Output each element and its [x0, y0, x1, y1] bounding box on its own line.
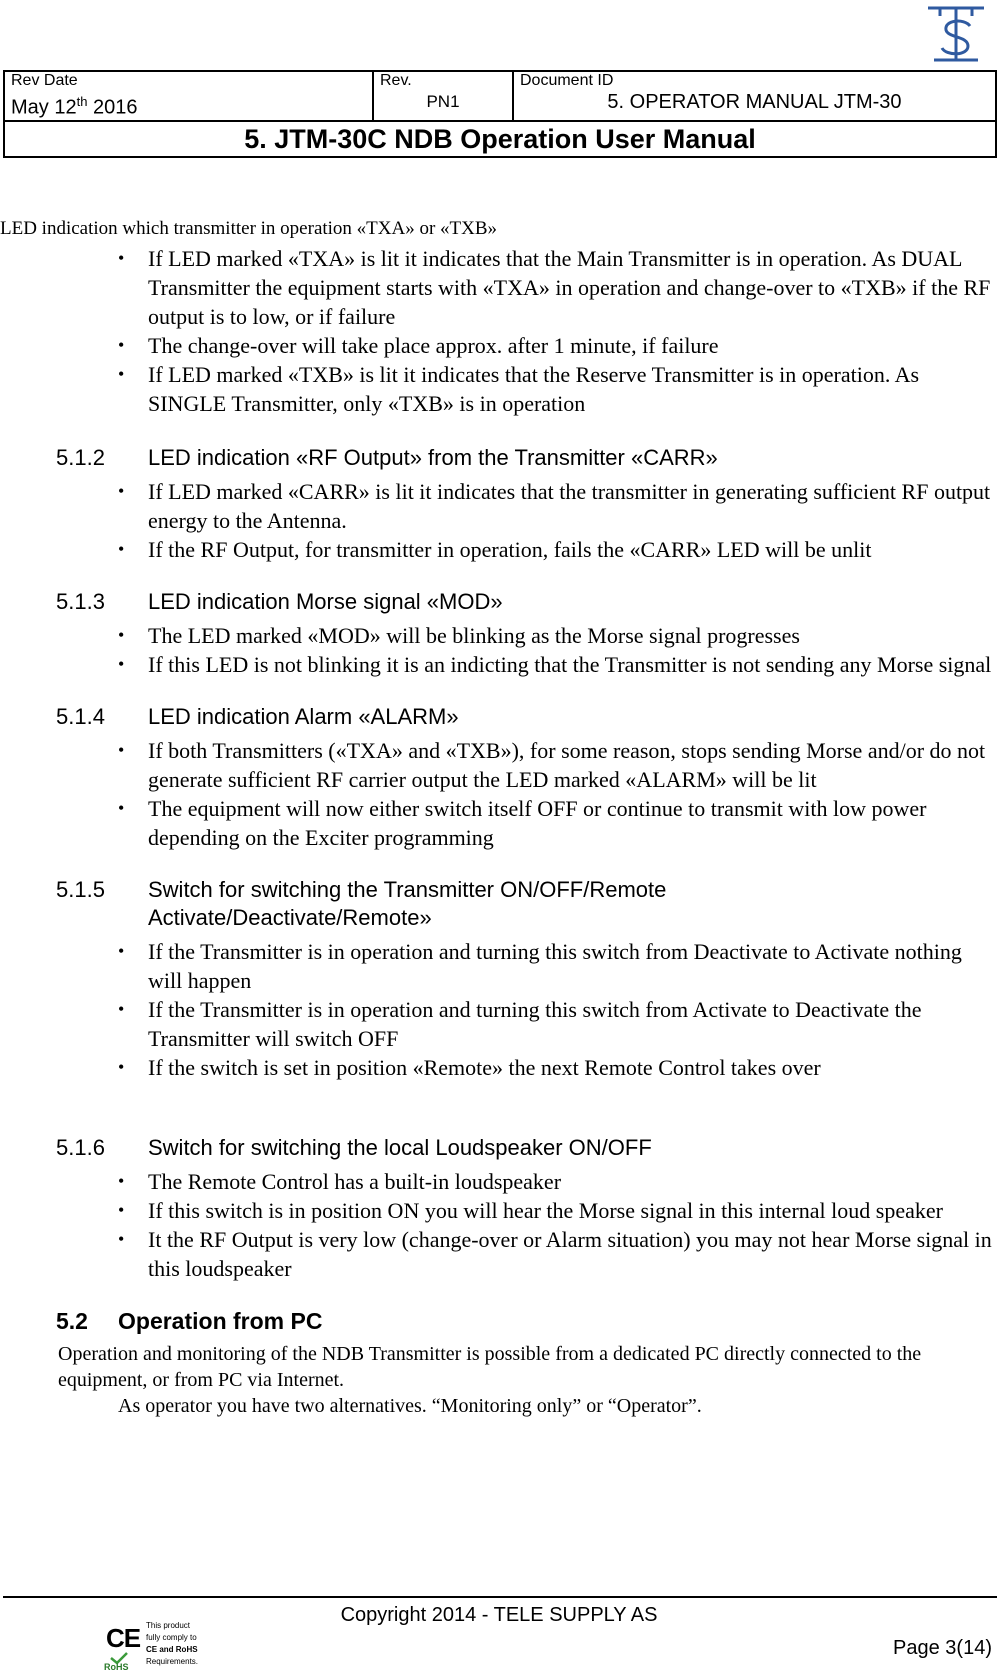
section-heading-5-1-3: 5.1.3 LED indication Morse signal «MOD» [56, 589, 503, 614]
section-5-1-5-list [0, 937, 998, 1082]
rev-cell [373, 71, 513, 121]
list-item: • The Remote Control has a built-in loudspeaker [118, 1169, 562, 1194]
bullet-icon: • [118, 625, 125, 645]
rev-date-label: Rev Date [11, 72, 78, 89]
section-heading-5-1-4: 5.1.4 LED indication Alarm «ALARM» [56, 704, 459, 729]
bullet-icon: • [118, 798, 125, 818]
list-item: • If this LED is not blinking it is an indicting that the Transmitter is not sending any Morse signal [118, 652, 992, 677]
bullet-icon: • [118, 740, 125, 760]
rev-label: Rev. [380, 72, 412, 89]
bullet-icon: • [118, 1200, 125, 1220]
bullet-icon: • [118, 481, 125, 501]
bullet-icon: • [118, 654, 125, 674]
rohs-label: RoHS [104, 1662, 129, 1672]
ce-rohs-mark [104, 1618, 212, 1672]
list-item: • If LED marked «TXA» is lit it indicates that the Main Transmitter is in operation. As DUAL Transmitter the equipment starts with «TXA» in operation and change-over to «TXB» if the RF output is to low, or if failure [118, 246, 991, 329]
copyright-text: Copyright 2014 - TELE SUPPLY AS [340, 1604, 658, 1626]
intro-bullet-list [0, 244, 998, 418]
intro-text: LED indication which transmitter in operation «TXA» or «TXB» [0, 218, 498, 239]
bullet-icon: • [118, 941, 125, 961]
section-5-1-6-list [0, 1167, 998, 1283]
document-body [0, 216, 998, 1419]
bullet-icon: • [118, 248, 125, 268]
section-heading-5-2: 5.2 Operation from PC [56, 1308, 323, 1334]
list-item: • If the switch is set in position «Remote» the next Remote Control takes over [118, 1055, 821, 1080]
bullet-icon: • [118, 364, 125, 384]
list-item: • If LED marked «TXB» is lit it indicates that the Reserve Transmitter is in operation. As SINGLE Transmitter, only «TXB» is in operation [118, 362, 920, 416]
document-id-label: Document ID [520, 72, 614, 89]
list-item: • The LED marked «MOD» will be blinking as the Morse signal progresses [118, 623, 800, 648]
rev-date-cell [4, 71, 373, 121]
ts-logo-icon [924, 2, 988, 64]
section-5-1-3-list [0, 621, 998, 679]
section-5-1-4-list [0, 736, 998, 852]
bullet-icon: • [118, 539, 125, 559]
document-header [3, 70, 997, 158]
document-id-cell [513, 71, 996, 121]
list-item: • If the Transmitter is in operation and turning this switch from Deactivate to Activate nothing will happen [118, 939, 962, 993]
document-id-value: 5. OPERATOR MANUAL JTM-30 [607, 91, 902, 113]
section-5-1-2-list [0, 477, 998, 564]
list-item: • If the Transmitter is in operation and turning this switch from Activate to Deactivate the Transmitter will switch OFF [118, 997, 922, 1051]
section-heading-5-1-5: 5.1.5 Switch for switching the Transmitter ON/OFF/Remote Activate/Deactivate/Remote» [56, 877, 667, 930]
rev-value: PN1 [426, 92, 460, 111]
bullet-icon: • [118, 1229, 125, 1249]
ce-icon: CE [106, 1623, 141, 1653]
section-heading-5-1-2: 5.1.2 LED indication «RF Output» from the Transmitter «CARR» [56, 445, 718, 470]
footer-divider [3, 1596, 997, 1598]
section-5-2-alternatives: As operator you have two alternatives. “Monitoring only” or “Operator”. [118, 1395, 702, 1417]
bullet-icon: • [118, 1171, 125, 1191]
rev-date-value: May 12th 2016 [11, 94, 138, 119]
bullet-icon: • [118, 1057, 125, 1077]
bullet-icon: • [118, 999, 125, 1019]
list-item: • It the RF Output is very low (change-over or Alarm situation) you may not hear Morse signal in this loudspeaker [118, 1227, 992, 1281]
list-item: • If the RF Output, for transmitter in operation, fails the «CARR» LED will be unlit [118, 537, 872, 562]
list-item: • If both Transmitters («TXA» and «TXB»), for some reason, stops sending Morse and/or do not generate sufficient RF carrier output the LED marked «ALARM» will be lit [118, 738, 986, 792]
list-item: • The equipment will now either switch itself OFF or continue to transmit with low power depending on the Exciter programming [118, 796, 927, 850]
list-item: • If this switch is in position ON you will hear the Morse signal in this internal loud speaker [118, 1198, 943, 1223]
list-item: • The change-over will take place approx. after 1 minute, if failure [118, 333, 719, 358]
section-heading-5-1-6: 5.1.6 Switch for switching the local Loudspeaker ON/OFF [56, 1135, 652, 1160]
page-title: 5. JTM-30C NDB Operation User Manual [4, 121, 996, 157]
bullet-icon: • [118, 335, 125, 355]
ce-rohs-statement: This product fully comply to CE and RoHS Requirements. [146, 1621, 199, 1666]
section-5-2-paragraph: Operation and monitoring of the NDB Transmitter is possible from a dedicated PC directly connected to the equipment, or from PC via Internet. [58, 1343, 922, 1391]
list-item: • If LED marked «CARR» is lit it indicates that the transmitter in generating sufficient RF output energy to the Antenna. [118, 479, 991, 533]
page-number: Page 3(14) [893, 1637, 992, 1659]
